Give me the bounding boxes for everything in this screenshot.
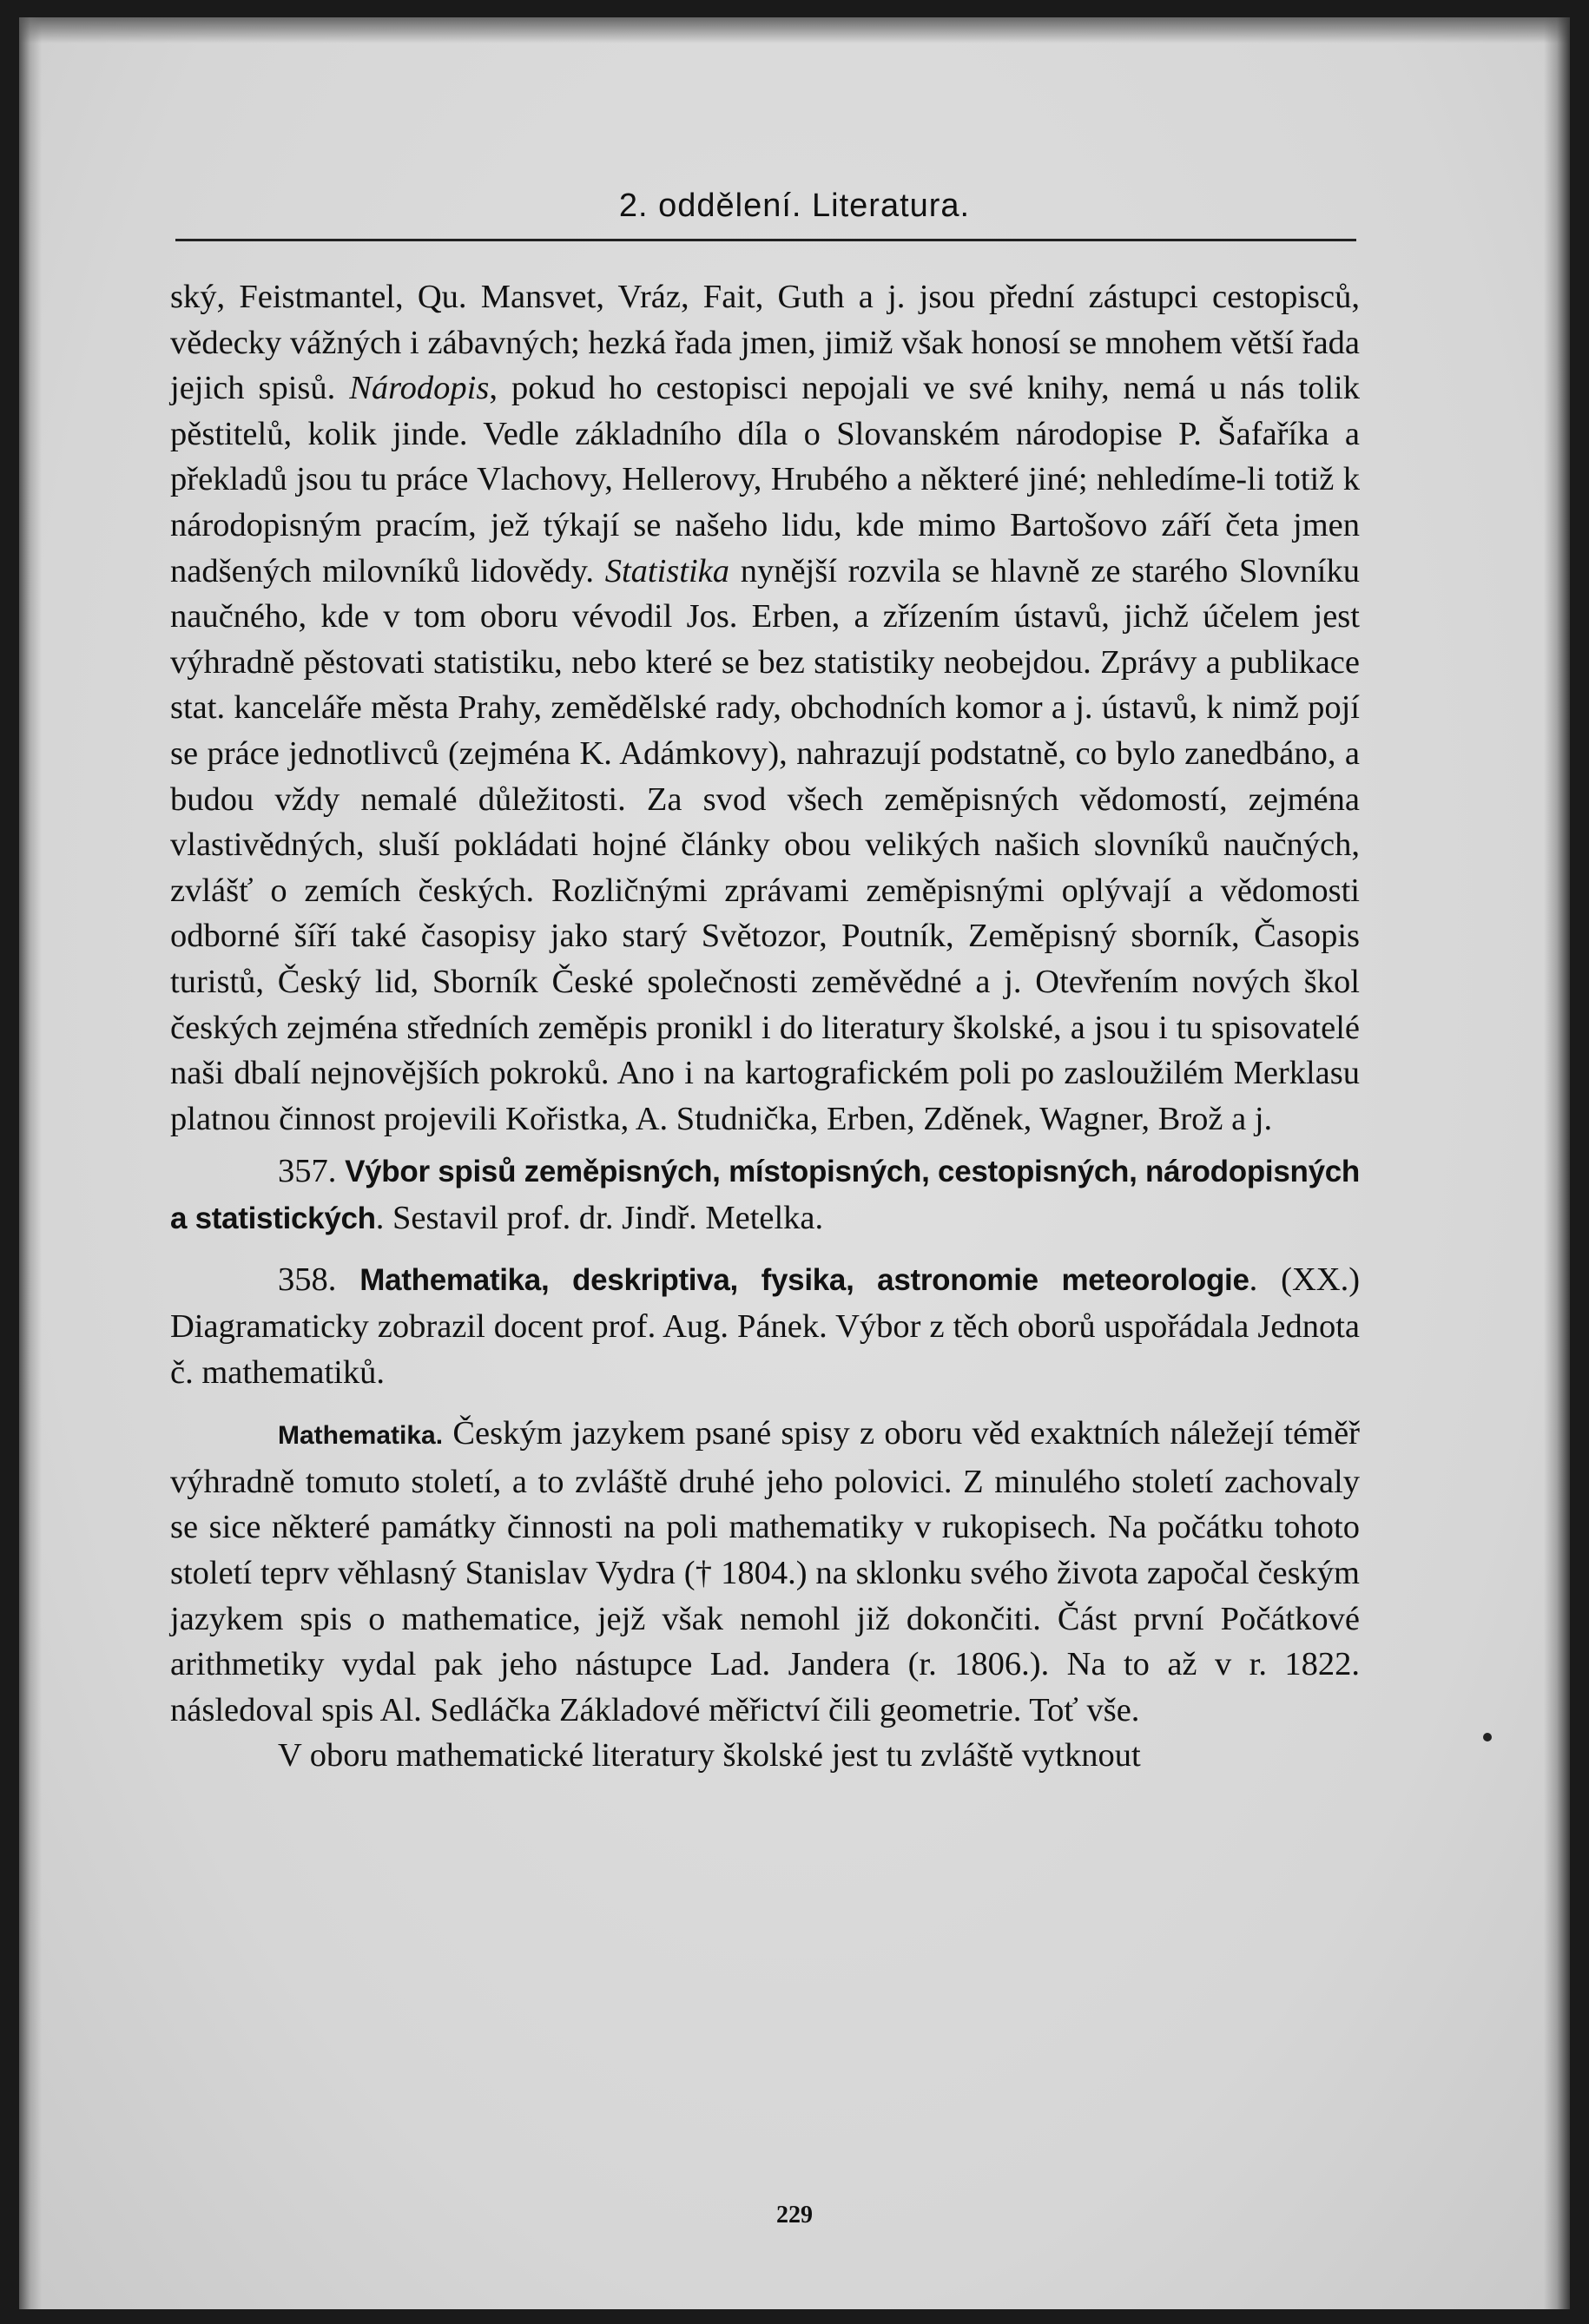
text-run: V oboru mathematické literatury školské jest tu zvláště vytknout — [278, 1737, 1141, 1774]
text-run: 357. — [278, 1153, 346, 1190]
paragraph — [170, 274, 1360, 1142]
body-text — [170, 274, 1360, 1779]
emphasis-text: Statistika — [604, 552, 730, 589]
text-run: 358. — [278, 1261, 360, 1299]
page-right-shadow — [1544, 17, 1570, 2309]
text-run: , pokud ho cestopisci nepojali ve své knihy, nemá u nás tolik pěstitelů, kolik jinde. Vedle základního díla o Slovanském národopise P. Šafaříka a překladů jsou tu práce Vlachovy, Hellerovy, Hrubého a některé jiné; nehledíme-li totiž k národopisným pracím, jež týkají se našeho lidu, kde mimo Bartošovo září četa jmen nadšených milovníků lidovědy. — [170, 370, 1360, 589]
paragraph — [170, 1733, 1360, 1779]
header-rule — [175, 239, 1356, 241]
page-number: 229 — [776, 2202, 813, 2229]
text-run: . Sestavil prof. dr. Jindř. Metelka. — [375, 1199, 824, 1236]
text-run: . (XX.) Diagramaticky zobrazil docent prof. Aug. Pánek. Výbor z těch oborů uspořádala Jednota č. mathematiků. — [170, 1261, 1361, 1391]
emphasis-text: Mathematika. — [278, 1421, 444, 1451]
margin-speck — [1483, 1733, 1492, 1741]
text-run: Českým jazykem psané spisy z oboru věd exaktních náležejí téměř výhradně tomuto století, a to zvláště druhé jeho polovici. Z minulého století zachovaly se sice některé památky činnosti na poli mathematiky v rukopisech. Na počátku tohoto století teprv věhlasný Stanislav Vydra († 1804.) na sklonku svého života započal českým jazykem spis o mathematice, jejž však nemohl již dokončiti. Část první Počátkové arithmetiky vydal pak jeho nástupce Lad. Jandera (r. 1806.). Na to až v r. 1822. následoval spis Al. Sedláčka Základové měřictví čili geometrie. Toť vše. — [170, 1415, 1360, 1728]
paragraph — [170, 1149, 1360, 1241]
page-top-shadow — [19, 17, 1570, 43]
paragraph — [170, 1411, 1360, 1733]
emphasis-text: Výbor spisů zeměpisných, místopisných, cestopisných, národopisných a statistických — [170, 1155, 1361, 1235]
scanned-page — [19, 17, 1570, 2309]
page-left-shadow — [19, 17, 42, 2309]
paragraph — [170, 1257, 1360, 1395]
text-run: ský, Feistmantel, Qu. Mansvet, Vráz, Fait, Guth a j. jsou přední zástupci cestopisců, vědecky vážných i zábavných; hezká řada jmen, jimiž však honosí se mnohem větší řada jejich spisů. — [170, 279, 1360, 407]
running-header: 2. oddělení. Literatura. — [618, 188, 971, 224]
emphasis-text: Mathematika, deskriptiva, fysika, astronomie meteorologie — [359, 1263, 1249, 1298]
text-run: nynější rozvila se hlavně ze starého Slovníku naučného, kde v tom oboru vévodil Jos. Erben, a zřízením ústavů, jichž účelem jest výhradně pěstovati statistiku, nebo které se bez statistiky neobejdou. Zprávy a publikace stat. kanceláře města Prahy, zemědělské rady, obchodních komor a j. ústavů, k nimž pojí se práce jednotlivců (zejména K. Adámkovy), nahrazují podstatně, co bylo zanedbáno, a budou vždy nemalé důležitosti. Za svod všech zeměpisných vědomostí, zejména vlastivědných, sluší pokládati hojné články obou velikých našich slovníků naučných, zvlášť o zemích českých. Rozličnými zprávami zeměpisnými oplývají a vědomosti odborné šíří také časopisy jako starý Světozor, Poutník, Zeměpisný sborník, Časopis turistů, Český lid, Sborník České společnosti zeměvědné a j. Otevřením nových škol českých zejména středních zeměpis pronikl i do literatury školské, a jsou i tu spisovatelé naši dbalí nejnovějších pokroků. Ano i na kartografickém poli po zasloužilém Merklasu platnou činnost projevili Kořistka, A. Studnička, Erben, Zděnek, Wagner, Brož a j. — [170, 552, 1361, 1137]
emphasis-text: Národopis — [349, 370, 490, 407]
